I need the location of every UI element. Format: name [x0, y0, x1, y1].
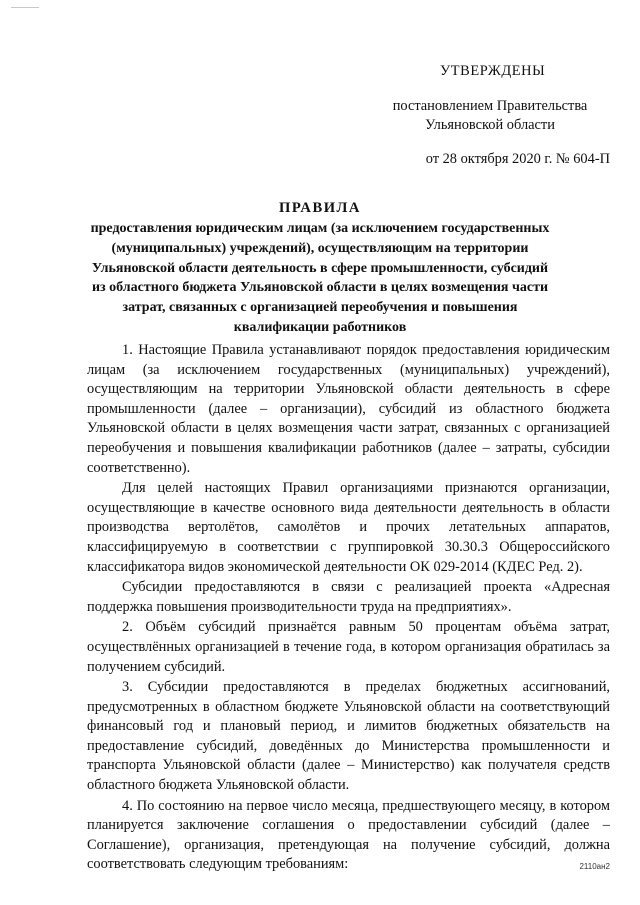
approval-heading: УТВЕРЖДЕНЫ: [440, 63, 546, 79]
document-subtitle: предоставления юридическим лицам (за исключением государственных (муниципальных) учреждений), осуществляющим на территории Ульяновской области деятельность в сфере промышленности, субсидий из областного бюджета Ульяновской области в целях возмещения части затрат, связанных с организацией переобучения и повышения квалификации работников: [90, 221, 550, 335]
document-title-block: [88, 198, 552, 338]
approval-region: Ульяновской области: [425, 117, 555, 133]
approval-decree: постановлением Правительства: [392, 98, 588, 114]
document-title: ПРАВИЛА: [279, 200, 361, 216]
approval-date-number: от 28 октября 2020 г. № 604-П: [425, 151, 610, 167]
paragraph-1-definition: Для целей настоящих Правил организациями признаются организации, осуществляющие в качестве основного вида деятельности деятельность в области производства вертолётов, самолётов и прочих летательных аппаратов, классифицируемую в соответствии с группировкой 30.30.3 Общероссийского классификатора видов экономической деятельности ОК 029-2014 (КДЕС Ред. 2).: [87, 480, 610, 575]
paragraph-1: 1. Настоящие Правила устанавливают порядок предоставления юридическим лицам (за исключением государственных (муниципальных) учреждений), осуществляющим на территории Ульяновской области деятельность в сфере промышленности (далее – организации), субсидий из областного бюджета Ульяновской области в целях возмещения части затрат, связанных с организацией переобучения и повышения квалификации работников (далее – затраты, субсидии соответственно).: [87, 342, 610, 476]
paragraph-4: 4. По состоянию на первое число месяца, предшествующего месяцу, в котором планируется заключение соглашения о предоставлении субсидий (далее – Соглашение), организация, претендующая на получение субсидий, должна соответствовать следующим требованиям:: [87, 797, 610, 873]
document-body: [87, 341, 610, 875]
scan-mark: [11, 7, 39, 8]
footer-document-code: 2110ан2: [579, 862, 610, 871]
paragraph-2: 2. Объём субсидий признаётся равным 50 процентам объёма затрат, осуществлённых организацией в течение года, в котором организация обратилась за получением субсидий.: [87, 619, 610, 675]
paragraph-1-project: Субсидии предоставляются в связи с реализацией проекта «Адресная поддержка повышения производительности труда на предприятиях».: [87, 579, 610, 615]
paragraph-3: 3. Субсидии предоставляются в пределах бюджетных ассигнований, предусмотренных в областном бюджете Ульяновской области на соответствующий финансовый год и плановый период, и лимитов бюджетных обязательств на предоставление субсидий, доведённых до Министерства промышленности и транспорта Ульяновской области (далее – Министерство) как получателя средств областного бюджета Ульяновской области.: [87, 679, 610, 794]
